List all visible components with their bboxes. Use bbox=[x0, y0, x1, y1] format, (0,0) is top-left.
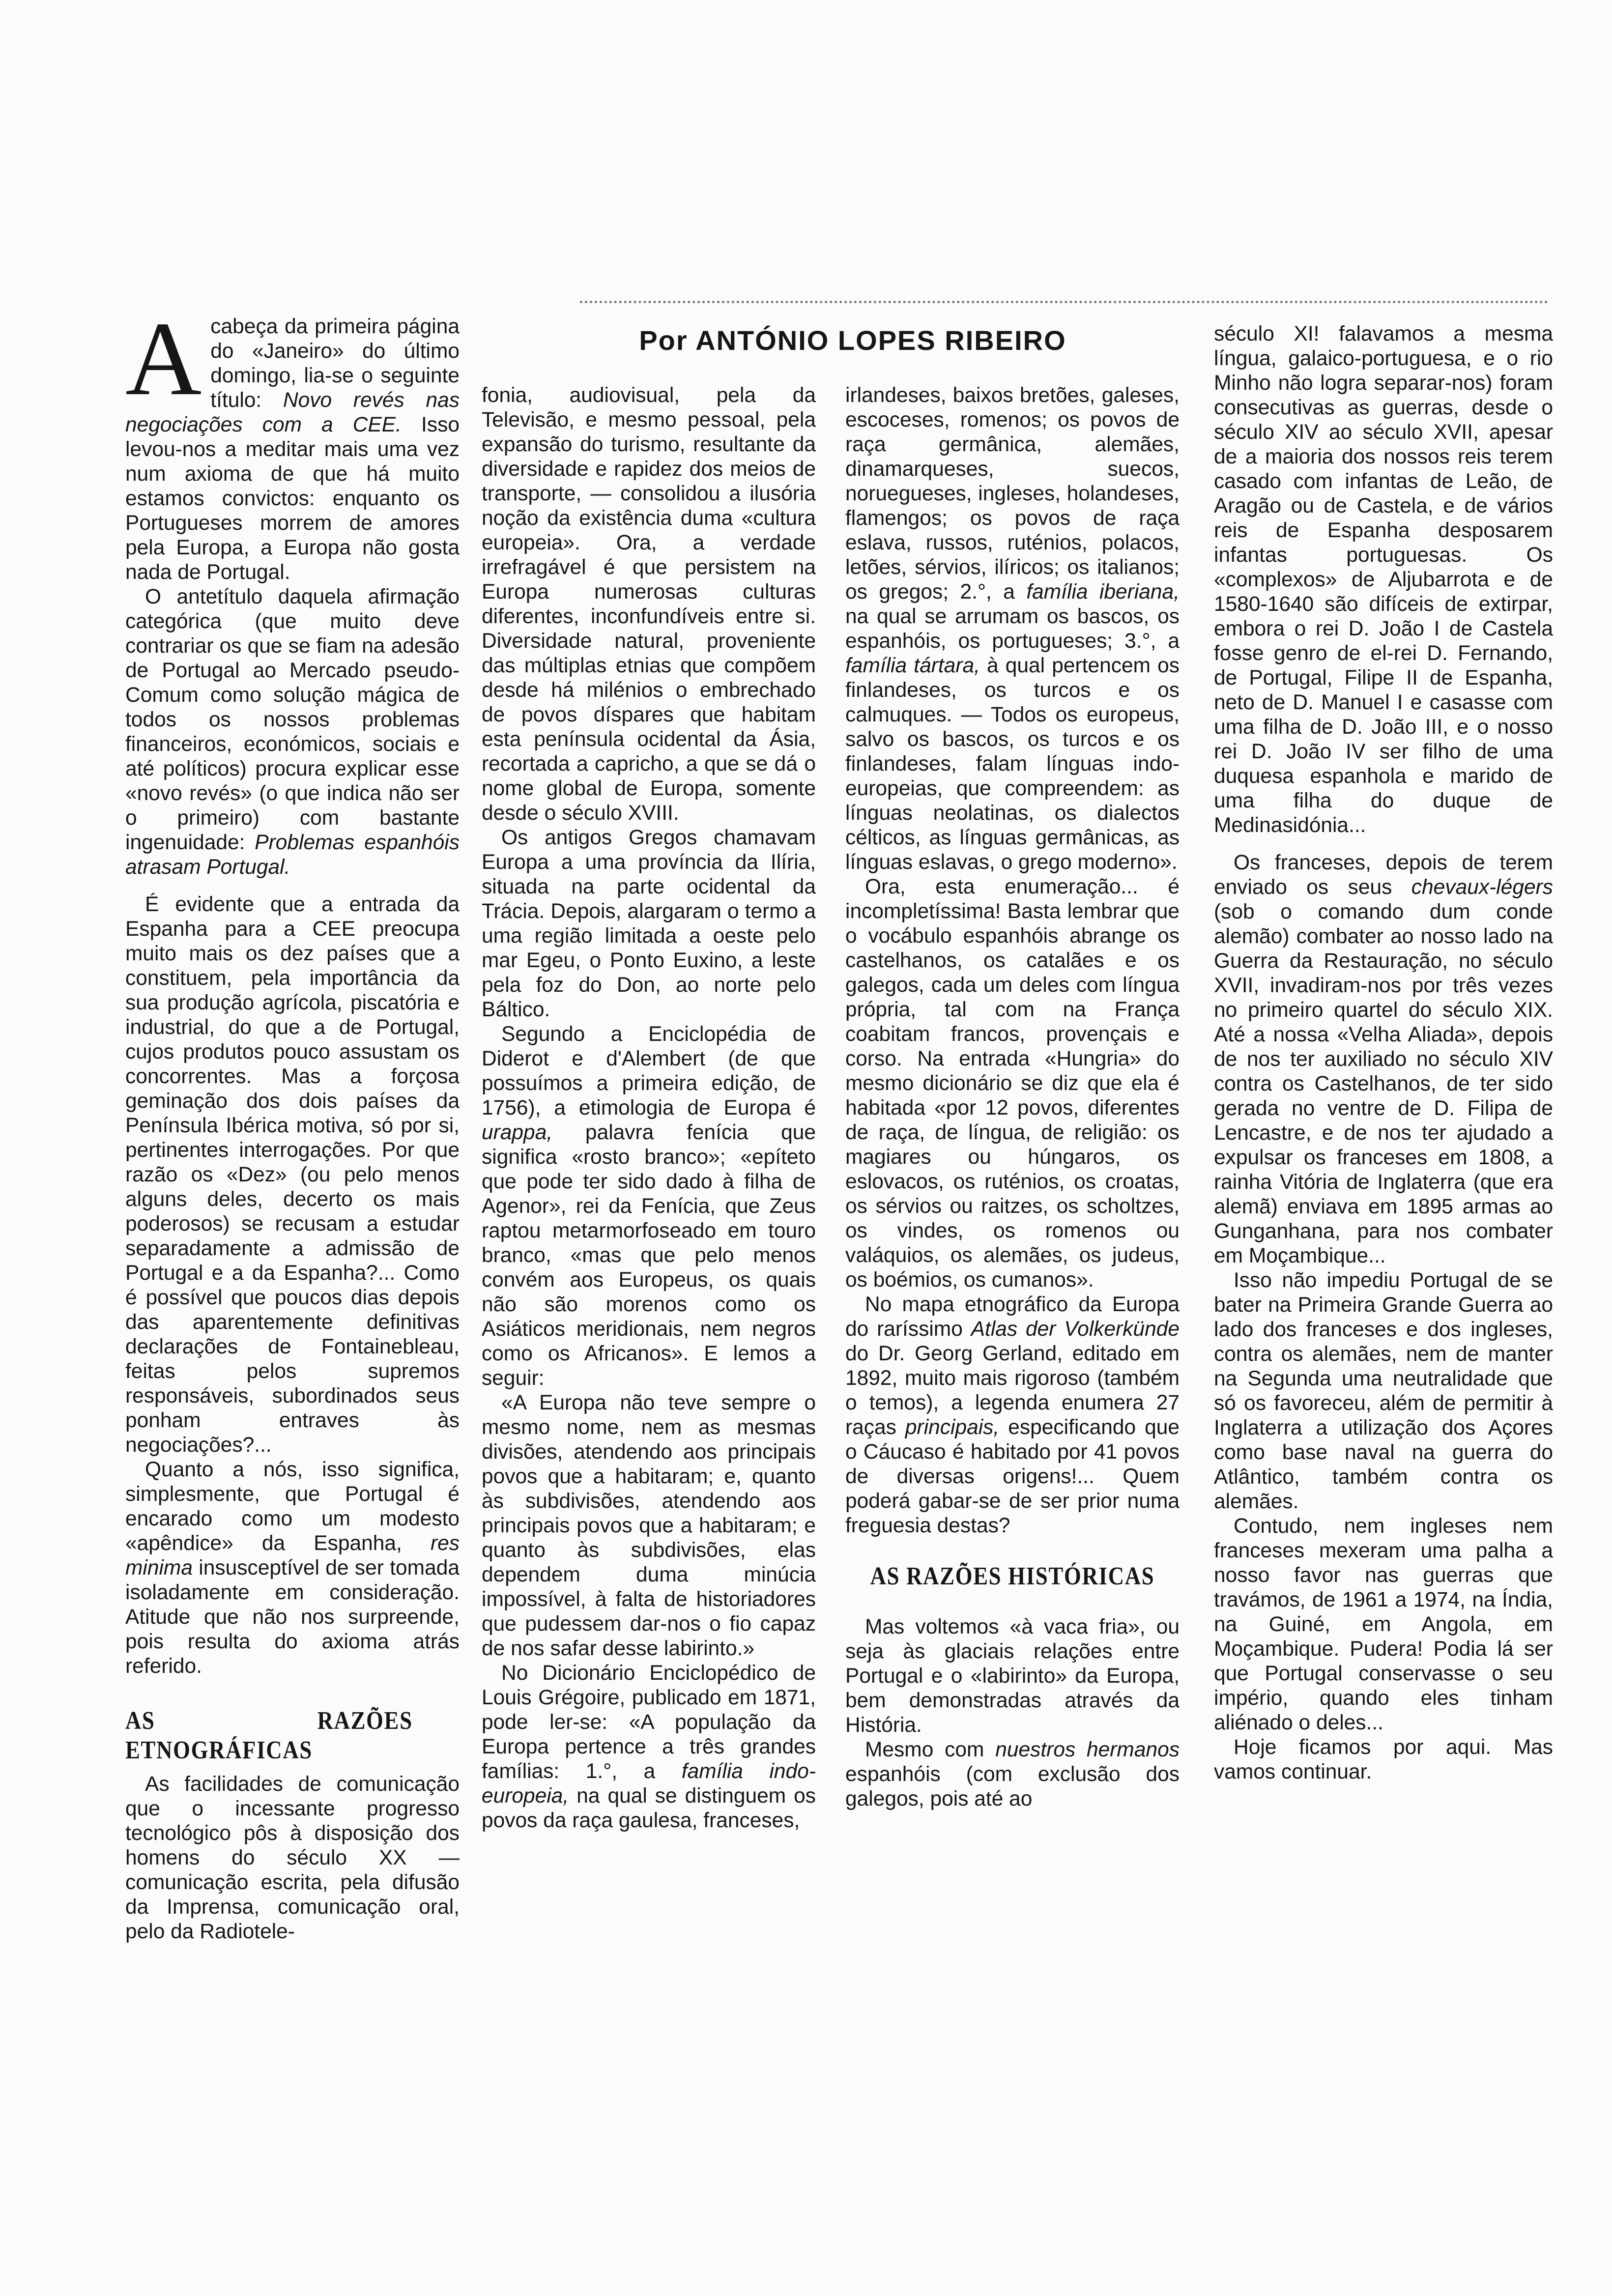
section-heading: AS RAZÕES HISTÓRICAS bbox=[870, 1562, 1155, 1590]
column-2 bbox=[482, 383, 816, 1833]
paragraph: Os franceses, depois de terem enviado os seus chevaux-légers (sob o comando dum conde alemão) combater ao nosso lado na Guerra da Restauração, no século XVII, invadiram-nos por três vezes no primeiro quartel do século XIX. Até a nossa «Velha Aliada», depois de nos ter auxiliado no século XIV contra os Castelhanos, de ter sido gerada no ventre de D. Filipa de Lencastre, e de nos ter ajudado a expulsar os franceses em 1808, a rainha Vitória de Inglaterra (que era alemã) enviava em 1895 armas ao Gunganhana, para nos combater em Moçambique... bbox=[1214, 851, 1553, 1267]
paragraph: irlandeses, baixos bretões, galeses, escoceses, romenos; os povos de raça germânica, alemães, dinamarqueses, suecos, noruegueses, ingleses, holandeses, flamengos; os povos de raça eslava, russos, ruténios, polacos, letões, sérvios, ilíricos; os italianos; os gregos; 2.°, a família iberiana, na qual se arrumam os bascos, os espanhóis, os portugueses; 3.°, a família tártara, à qual pertencem os finlandeses, os turcos e os calmuques. — Todos os europeus, salvo os bascos, os turcos e os finlandeses, falam línguas indo-europeias, que compreendem: as línguas neolatinas, os dialectos célticos, as línguas germânicas, as línguas eslavas, o grego moderno». bbox=[845, 384, 1180, 874]
section-heading: AS RAZÕES ETNOGRÁFICAS bbox=[125, 1707, 413, 1764]
paragraph: Segundo a Enciclopédia de Diderot e d'Alembert (de que possuímos a primeira edição, de 1756), a etimologia de Europa é urappa, palavra fenícia que significa «rosto branco»; «epíteto que pode ter sido dado à filha de Agenor», rei da Fenícia, que Zeus raptou metarmorfoseado em touro branco, «mas que pelo menos convém aos Europeus, os quais não são morenos como os Asiáticos meridionais, nem negros como os Africanos». E lemos a seguir: bbox=[482, 1023, 816, 1390]
column-4 bbox=[1214, 322, 1553, 1784]
paragraph: Contudo, nem ingleses nem franceses mexeram uma palha a nosso favor nas guerras que travámos, de 1961 a 1974, na Índia, na Guiné, em Angola, em Moçambique. Pudera! Podia lá ser que Portugal conservasse o seu império, quando eles tinham aliénado o deles... bbox=[1214, 1515, 1553, 1734]
paragraph: Isso não impediu Portugal de se bater na Primeira Grande Guerra ao lado dos franceses e dos ingleses, contra os alemães, nem de manter na Segunda uma neutralidade que só os favoreceu, além de permitir à Inglaterra a utilização dos Açores como base naval na guerra do Atlântico, também contra os alemães. bbox=[1214, 1269, 1553, 1513]
paragraph: Mas voltemos «à vaca fria», ou seja às glaciais relações entre Portugal e o «labirinto» da Europa, bem demonstradas através da História. bbox=[845, 1615, 1180, 1737]
paragraph: Os antigos Gregos chamavam Europa a uma província da Ilíria, situada na parte ocidental da Trácia. Depois, alargaram o termo a uma região limitada a oeste pelo mar Egeu, o Ponto Euxino, a leste pela foz do Don, ao norte pelo Báltico. bbox=[482, 826, 816, 1021]
paragraph: No Dicionário Enciclopédico de Louis Grégoire, publicado em 1871, pode ler-se: «A população da Europa pertence a três grandes famílias: 1.°, a família indo-europeia, na qual se distinguem os povos da raça gaulesa, franceses, bbox=[482, 1662, 816, 1832]
paragraph: As facilidades de comunicação que o incessante progresso tecnológico pôs à disposição dos homens do século XX — comunicação escrita, pela difusão da Imprensa, comunicação oral, pelo da Radiotele- bbox=[125, 1773, 460, 1943]
paragraph: Quanto a nós, isso significa, simplesmente, que Portugal é encarado como um modesto «apêndice» da Espanha, res minima insusceptível de ser tomada isoladamente em consideração. Atitude que não nos surpreende, pois resulta do axioma atrás referido. bbox=[125, 1458, 460, 1678]
paragraph: Ora, esta enumeração... é incompletíssima! Basta lembrar que o vocábulo espanhóis abrange os castelhanos, os catalães e os galegos, cada um deles com língua própria, tal com na França coabitam francos, provençais e corso. Na entrada «Hungria» do mesmo dicionário se diz que ela é habitada «por 12 povos, diferentes de raça, de língua, de religião: os magiares ou húngaros, os eslovacos, os ruténios, os croatas, os sérvios ou raitzes, os scholtzes, os vindes, os romenos ou valáquios, os alemães, os judeus, os boémios, os cumanos». bbox=[845, 875, 1180, 1292]
paragraph: fonia, audiovisual, pela da Televisão, e mesmo pessoal, pela expansão do turismo, resultante da diversidade e rapidez dos meios de transporte, — consolidou a ilusória noção da existência duma «cultura europeia». Ora, a verdade irrefragável é que persistem na Europa numerosas culturas diferentes, inconfundíveis entre si. Diversidade natural, proveniente das múltiplas etnias que compõem desde há milénios o embrechado de povos díspares que habitam esta península ocidental da Ásia, recortada a capricho, a que se dá o nome global de Europa, somente desde o século XVIII. bbox=[482, 384, 816, 825]
column-3 bbox=[845, 383, 1180, 1811]
paragraph: No mapa etnográfico da Europa do raríssimo Atlas der Volkerkünde do Dr. Georg Gerland, editado em 1892, muito mais rigoroso (também o temos), a legenda enumera 27 raças principais, especificando que o Cáucaso é habitado por 41 povos de diversas origens!... Quem poderá gabar-se de ser prior numa freguesia destas? bbox=[845, 1293, 1180, 1537]
header-rule bbox=[580, 301, 1548, 303]
paragraph: O antetítulo daquela afirmação categórica (que muito deve contrariar os que se fiam na adesão de Portugal ao Mercado pseudo-Comum como solução mágica de todos os nossos problemas financeiros, económicos, sociais e até políticos) procura explicar esse «novo revés» (o que indica não ser o primeiro) com bastante ingenuidade: Problemas espanhóis atrasam Portugal. bbox=[125, 585, 460, 879]
drop-cap: A bbox=[125, 300, 202, 417]
column-1 bbox=[125, 300, 460, 1944]
paragraph: «A Europa não teve sempre o mesmo nome, nem as mesmas divisões, atendendo aos principais povos que a habitaram; e, quanto às subdivisões, atendendo aos principais povos que a habitaram; e quanto às subdivisões, elas dependem duma minúcia impossível, à falta de historiadores que pudessem dar-nos o fio capaz de nos safar desse labirinto.» bbox=[482, 1391, 816, 1660]
paragraph: Acabeça da primeira página do «Janeiro» do último domingo, lia-se o seguinte título: Novo revés nas negociações com a CEE. Isso levou-nos a meditar mais uma vez num axioma de que há muito estamos convictos: enquanto os Portugueses morrem de amores pela Europa, a Europa não gosta nada de Portugal. bbox=[125, 300, 460, 584]
byline: Por ANTÓNIO LOPES RIBEIRO bbox=[639, 325, 1066, 356]
paragraph: Mesmo com nuestros hermanos espanhóis (com exclusão dos galegos, pois até ao bbox=[845, 1738, 1180, 1810]
paragraph: século XI! falavamos a mesma língua, galaico-portuguesa, e o rio Minho não logra separar-nos) foram consecutivas as guerras, desde o século XIV ao século XVII, apesar de a maioria dos nossos reis terem casado com infantas de Leão, de Aragão ou de Castela, e de vários reis de Espanha desposarem infantas portuguesas. Os «complexos» de Aljubarrota e de 1580-1640 são difíceis de extirpar, embora o rei D. João I de Castela fosse genro de el-rei D. Fernando, de Portugal, Filipe II de Espanha, neto de D. Manuel I e casasse com uma filha de D. João III, e o nosso rei D. João IV ser filho de uma duquesa espanhola e marido de uma filha do duque de Medinasidónia... bbox=[1214, 322, 1553, 837]
paragraph: É evidente que a entrada da Espanha para a CEE preocupa muito mais os dez países que a constituem, pela importância da sua produção agrícola, piscatória e industrial, do que a de Portugal, cujos produtos pouco assustam os concorrentes. Mas a forçosa geminação dos dois países da Península Ibérica motiva, só por si, pertinentes interrogações. Por que razão os «Dez» (ou pelo menos alguns deles, decerto os mais poderosos) se recusam a estudar separadamente a admissão de Portugal e a da Espanha?... Como é possível que poucos dias depois das aparentemente definitivas declarações de Fontainebleau, feitas pelos supremos responsáveis, subordinados seus ponham entraves às negociações?... bbox=[125, 893, 460, 1457]
paragraph: Hoje ficamos por aqui. Mas vamos continuar. bbox=[1214, 1736, 1553, 1783]
